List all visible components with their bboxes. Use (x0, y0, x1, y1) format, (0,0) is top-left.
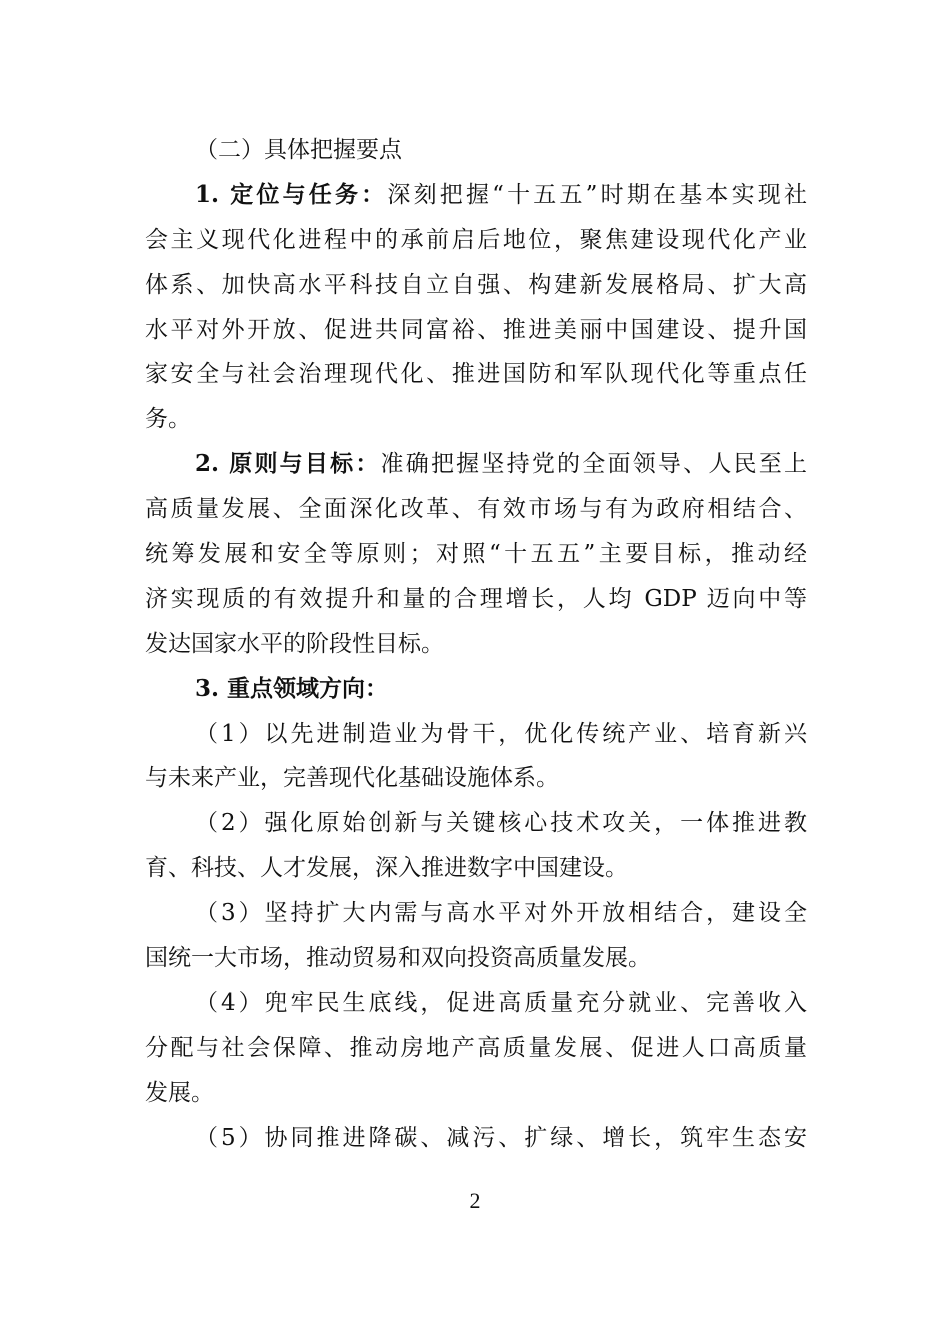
item-line: 水平对外开放、促进共同富裕、推进美丽中国建设、提升国 (145, 316, 807, 343)
sub-item-line: 与未来产业，完善现代化基础设施体系。 (145, 765, 559, 792)
sub-item-line: （3）坚持扩大内需与高水平对外开放相结合，建设全 (195, 900, 807, 927)
sub-item-4 (145, 981, 807, 1116)
sub-item-3 (145, 891, 807, 981)
item-line: 家安全与社会治理现代化、推进国防和军队现代化等重点任 (145, 361, 807, 388)
item-key-areas (145, 667, 807, 712)
item-principles-goals (145, 442, 807, 666)
sub-item-line: 分配与社会保障、推动房地产高质量发展、促进人口高质量 (145, 1034, 807, 1061)
document-body (145, 128, 807, 1160)
sub-item-line: 发展。 (145, 1079, 214, 1106)
sub-item-line: （4）兜牢民生底线，促进高质量充分就业、完善收入 (195, 989, 807, 1016)
sub-item-2 (145, 801, 807, 891)
item-text: 准确把握坚持党的全面领导、人民至上 (380, 451, 807, 478)
sub-item-line: （1）以先进制造业为骨干，优化传统产业、培育新兴 (195, 720, 807, 747)
item-line: 务。 (145, 406, 191, 433)
sub-item-line: （5）协同推进降碳、减污、扩绿、增长，筑牢生态安 (195, 1124, 807, 1151)
item-line: 体系、加快高水平科技自立自强、构建新发展格局、扩大高 (145, 271, 807, 298)
item-line: 高质量发展、全面深化改革、有效市场与有为政府相结合、 (145, 496, 807, 523)
item-line: 发达国家水平的阶段性目标。 (145, 630, 444, 657)
item-positioning-tasks (145, 173, 807, 442)
item-line: 济实现质的有效提升和量的合理增长，人均 GDP 迈向中等 (145, 585, 807, 612)
item-line: 会主义现代化进程中的承前启后地位，聚焦建设现代化产业 (145, 226, 807, 253)
item-label: 1. 定位与任务： (195, 180, 388, 208)
page-number: 2 (469, 1188, 481, 1213)
sub-item-line: 国统一大市场，推动贸易和双向投资高质量发展。 (145, 945, 651, 972)
item-line (145, 442, 807, 487)
sub-item-1 (145, 712, 807, 802)
item-line (145, 173, 807, 218)
item-label: 2. 原则与目标： (195, 450, 381, 478)
sub-item-line: （2）强化原始创新与关键核心技术攻关，一体推进教 (195, 810, 807, 837)
sub-item-5 (145, 1116, 807, 1161)
section-heading: （二）具体把握要点 (195, 137, 402, 163)
item-line: 统筹发展和安全等原则；对照“十五五”主要目标，推动经 (145, 541, 807, 568)
sub-item-line: 育、科技、人才发展，深入推进数字中国建设。 (145, 855, 628, 882)
item-text: 深刻把握“十五五”时期在基本实现社 (387, 181, 807, 208)
item-label: 3. 重点领域方向： (195, 674, 389, 702)
